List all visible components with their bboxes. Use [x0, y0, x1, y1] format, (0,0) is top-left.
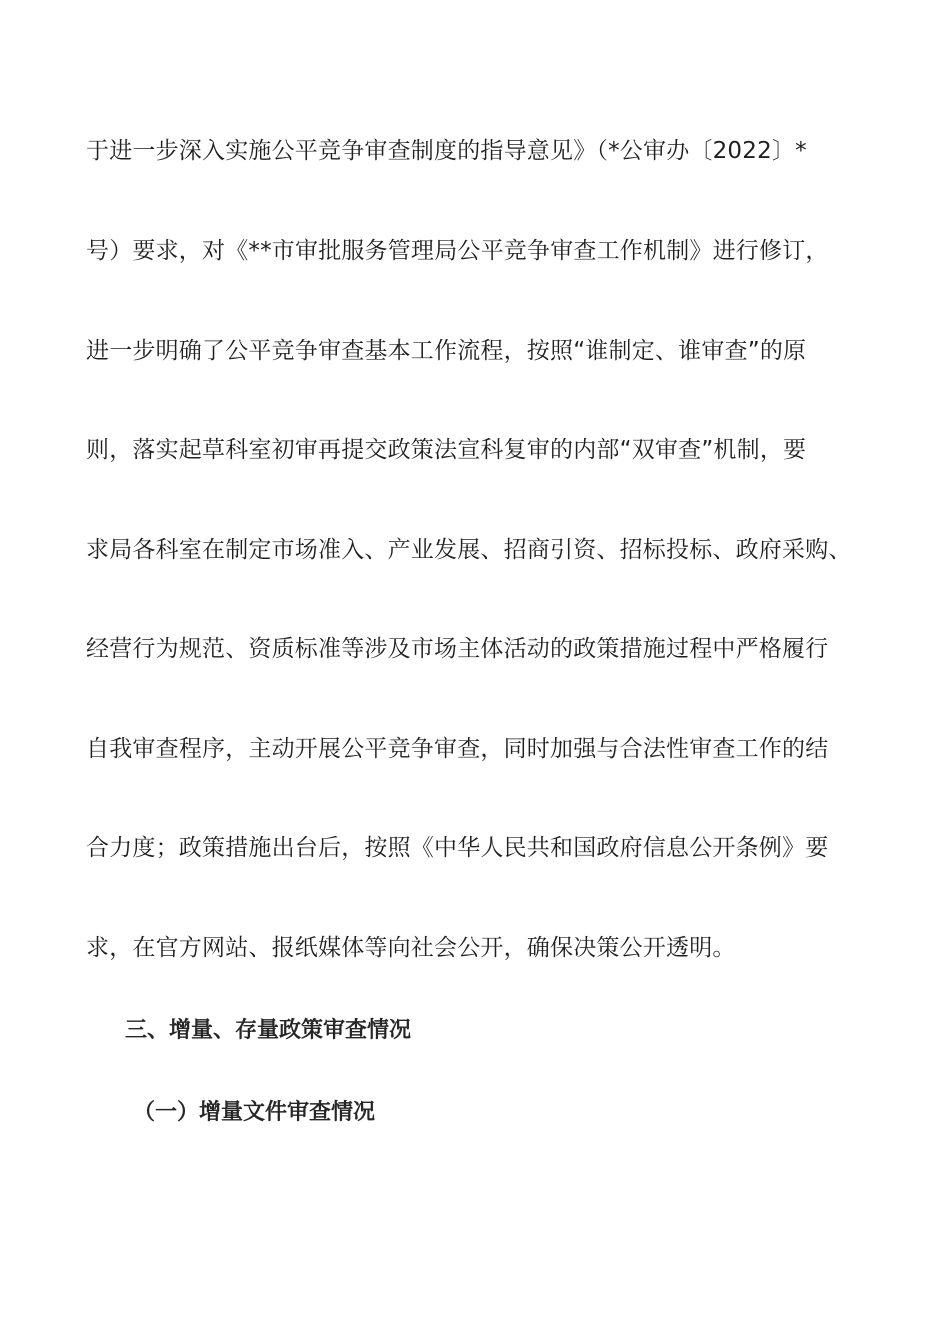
paragraph-line: 求局各科室在制定市场准入、产业发展、招商引资、招标投标、政府采购、 [86, 537, 852, 563]
paragraph-line: 于进一步深入实施公平竞争审查制度的指导意见》（*公审办〔2022〕* [86, 138, 807, 164]
paragraph-line: 号）要求，对《**市审批服务管理局公平竞争审查工作机制》进行修订， [86, 238, 829, 264]
paragraph-line: 进一步明确了公平竞争审查基本工作流程，按照“谁制定、谁审查”的原 [86, 338, 807, 364]
paragraph-line: 合力度；政策措施出台后，按照《中华人民共和国政府信息公开条例》要 [86, 835, 829, 861]
paragraph-line: 求，在官方网站、报纸媒体等向社会公开，确保决策公开透明。 [86, 935, 736, 961]
paragraph-line: 经营行为规范、资质标准等涉及市场主体活动的政策措施过程中严格履行 [86, 636, 829, 662]
paragraph-line: 则，落实起草科室初审再提交政策法宣科复审的内部“双审查”机制，要 [86, 437, 807, 463]
section-heading: 三、增量、存量政策审查情况 [125, 1018, 412, 1043]
paragraph-line: 自我审查程序，主动开展公平竞争审查，同时加强与合法性审查工作的结 [86, 736, 829, 762]
subsection-heading: （一）增量文件审查情况 [133, 1100, 376, 1125]
